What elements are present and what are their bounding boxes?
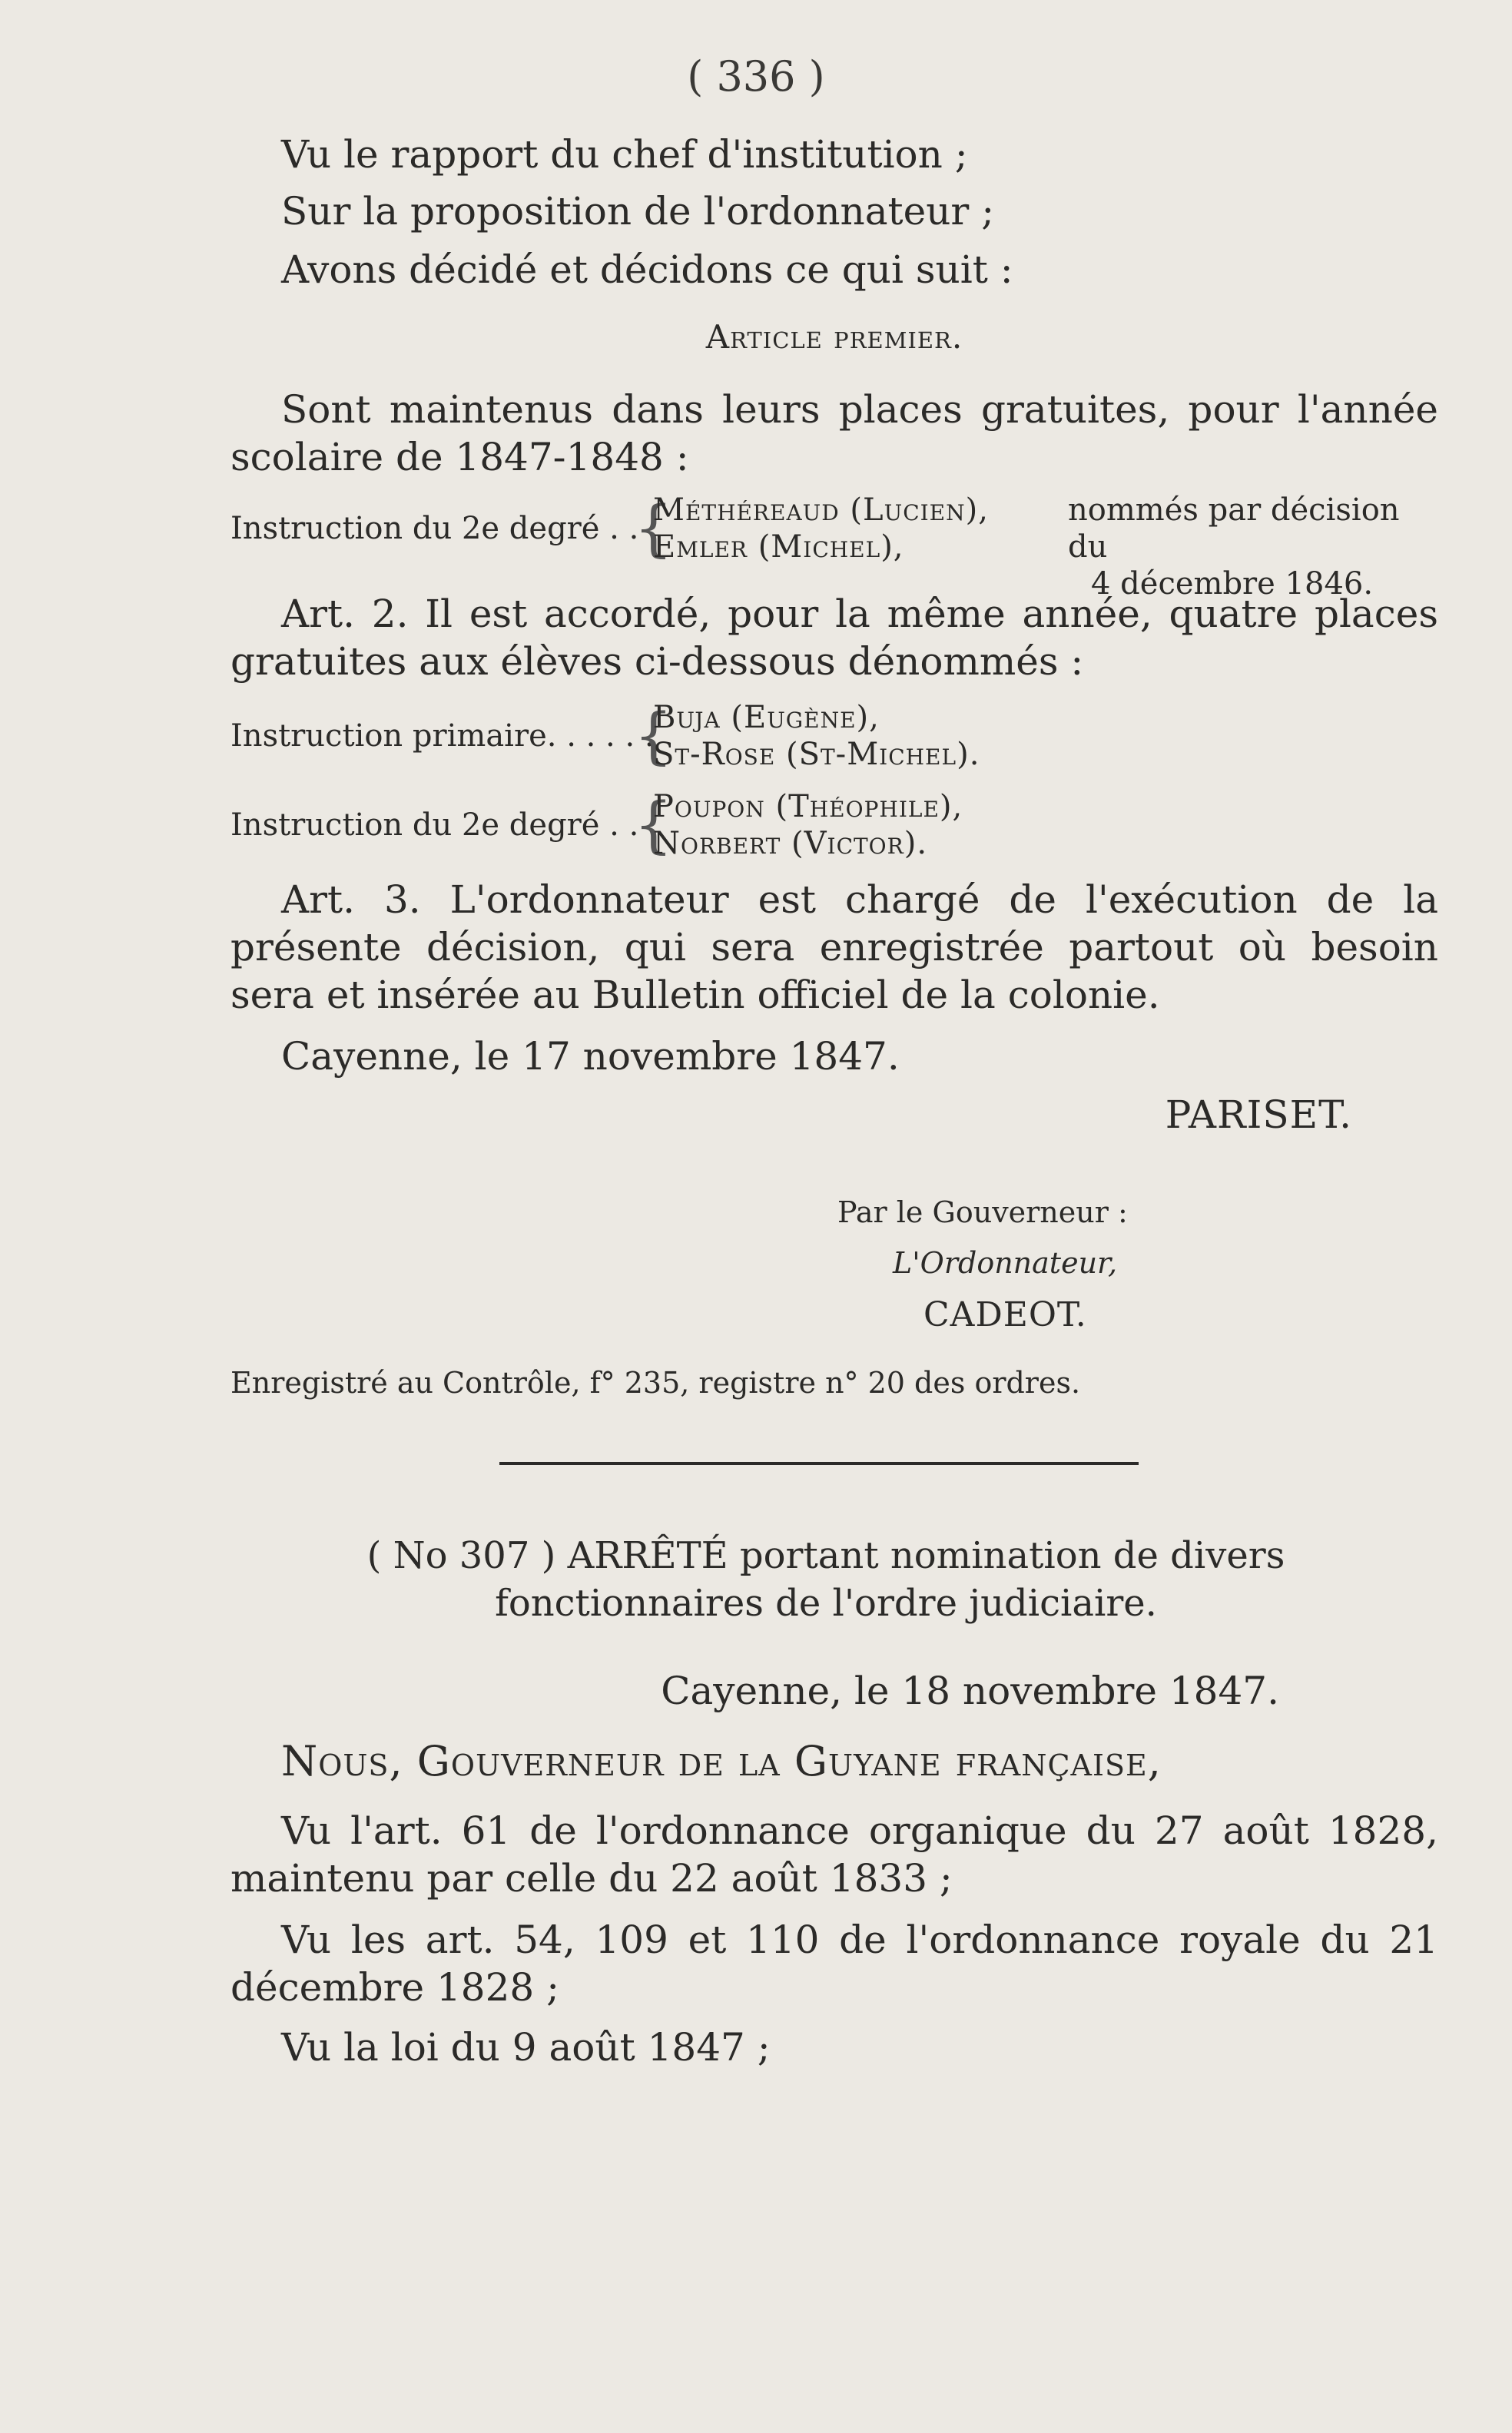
table-row-second-degree-2 <box>230 788 1438 862</box>
par-le-gouverneur: Par le Gouverneur : <box>837 1195 1128 1229</box>
student-name: Buja (Eugène), <box>653 700 880 735</box>
line-avons-decide: Avons décidé et décidons ce qui suit : <box>281 247 1013 292</box>
student-name: Méthéreaud (Lucien), <box>653 492 989 528</box>
row-label: Instruction primaire. . . . . . <box>230 718 655 754</box>
enregistre-note: Enregistré au Contrôle, f° 235, registre n° 20 des ordres. <box>230 1366 1081 1400</box>
table-row-second-degree-1 <box>230 492 1438 602</box>
note-line: 4 décembre 1846. <box>1091 566 1374 602</box>
nous-gouverneur: Nous, Gouverneur de la Guyane française, <box>281 1737 1162 1785</box>
row-label: Instruction du 2e degré . . <box>230 511 639 546</box>
article-2: Art. 2. Il est accordé, pour la même année, quatre places gratuites aux élèves ci-dessous dénommés : <box>230 592 1438 684</box>
date-cayenne-17: Cayenne, le 17 novembre 1847. <box>281 1034 900 1079</box>
row-note <box>1068 492 1438 602</box>
student-name: Poupon (Théophile), <box>653 789 963 824</box>
row-label: Instruction du 2e degré . . <box>230 807 639 843</box>
table-row-primary <box>230 699 1438 773</box>
signature-cadeot: CADEOT. <box>923 1295 1087 1334</box>
vu-articles-54: Vu les art. 54, 109 et 110 de l'ordonnance royale du 21 décembre 1828 ; <box>230 1918 1438 2010</box>
brace: { <box>634 789 673 860</box>
brace: { <box>634 492 673 564</box>
article-3: Art. 3. L'ordonnateur est chargé de l'exécution de la présente décision, qui sera enregistrée partout où besoin sera et insérée au Bulletin officiel de la colonie. <box>230 877 1438 1017</box>
student-name: Emler (Michel), <box>653 529 904 565</box>
note-line: nommés par décision du <box>1068 492 1400 565</box>
article-premier-heading: Article premier. <box>705 318 963 356</box>
row-names <box>653 492 989 565</box>
vu-article-61: Vu l'art. 61 de l'ordonnance organique du 27 août 1828, maintenu par celle du 22 août 1833 ; <box>230 1808 1438 1901</box>
row-names <box>653 788 963 862</box>
vu-loi: Vu la loi du 9 août 1847 ; <box>281 2025 771 2070</box>
page-number: ( 336 ) <box>687 52 825 101</box>
line-rapport: Vu le rapport du chef d'institution ; <box>281 132 968 177</box>
divider <box>499 1462 1139 1465</box>
arrete-title: ( No 307 ) ARRÊTÉ portant nomination de divers fonctionnaires de l'ordre judiciaire. <box>366 1534 1285 1625</box>
student-name: Norbert (Victor). <box>653 826 928 861</box>
signature-pariset: PARISET. <box>1165 1092 1352 1137</box>
paragraph-maintenus: Sont maintenus dans leurs places gratuites, pour l'année scolaire de 1847-1848 : <box>230 387 1438 479</box>
row-names <box>653 699 980 773</box>
date-cayenne-18: Cayenne, le 18 novembre 1847. <box>661 1669 1279 1713</box>
student-name: St-Rose (St-Michel). <box>653 737 980 772</box>
line-proposition: Sur la proposition de l'ordonnateur ; <box>281 189 995 234</box>
ordonnateur-title: L'Ordonnateur, <box>893 1246 1118 1280</box>
brace: { <box>634 700 673 771</box>
